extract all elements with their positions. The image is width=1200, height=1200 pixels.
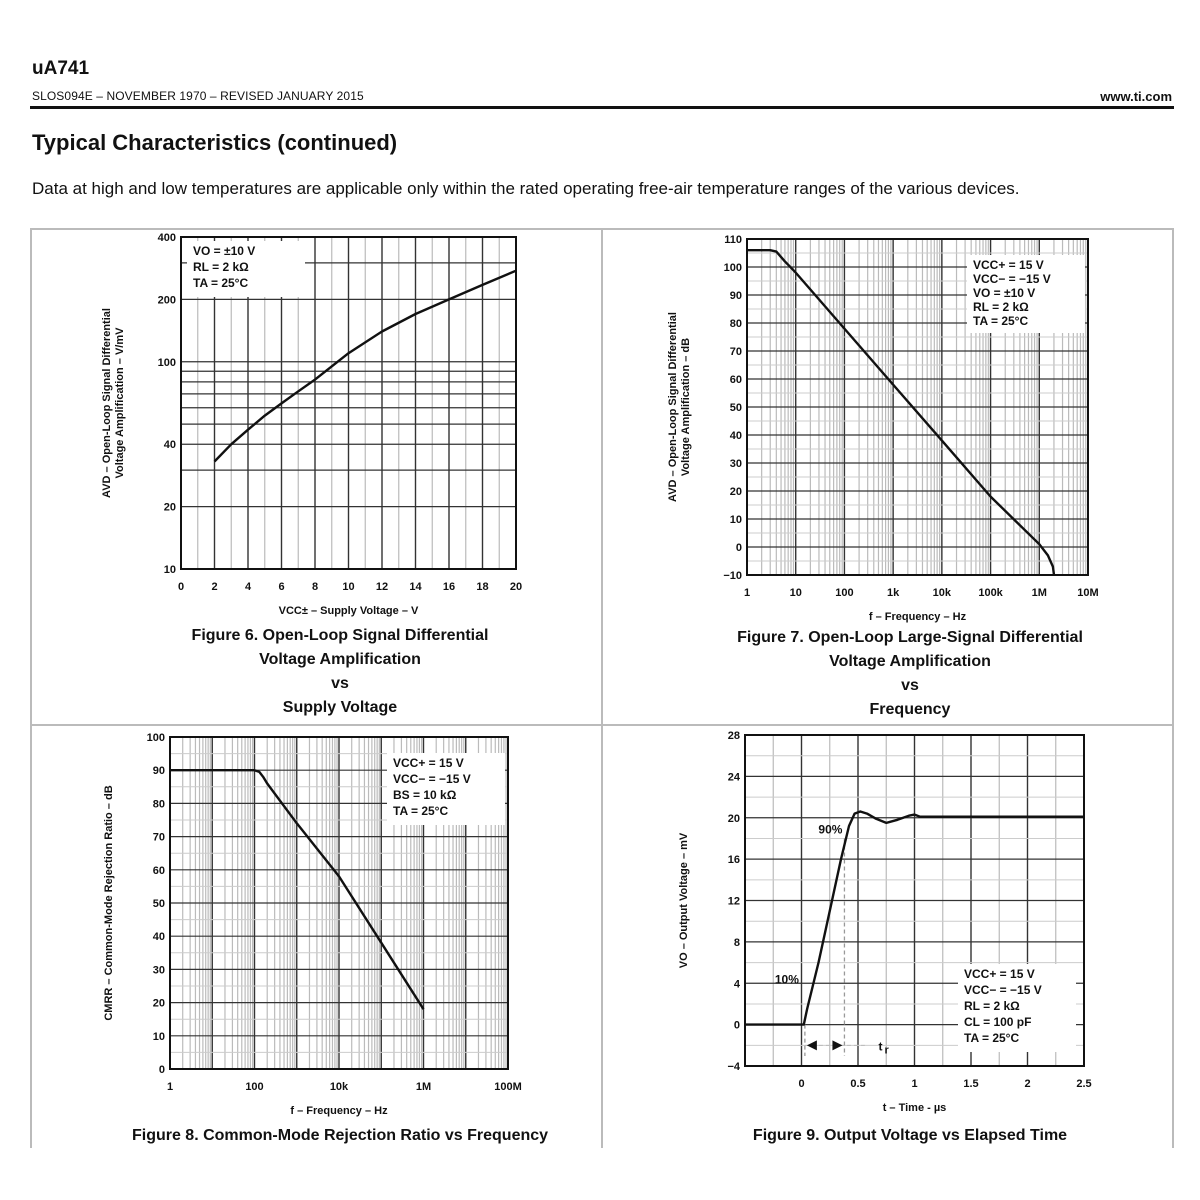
fig9-ytick-label: 8 — [733, 936, 740, 949]
fig8-ytick-label: 0 — [158, 1064, 165, 1076]
fig9-ylabel: VO – Output Voltage – mV — [678, 832, 690, 969]
fig6-ylabel: AVD – Open-Loop Signal Differential — [101, 308, 113, 498]
fig7-xtick-label: 10 — [789, 587, 802, 599]
fig6-xlabel: VCC± – Supply Voltage – V — [278, 605, 419, 617]
fig6-xtick-label: 20 — [509, 581, 523, 593]
figure-9-caption-line: Figure 9. Output Voltage vs Elapsed Time — [752, 1127, 1068, 1144]
fig7-ytick-label: 110 — [724, 234, 742, 246]
fig9-ytick-label: 4 — [733, 978, 740, 991]
document-revision-line: SLOS094E – NOVEMBER 1970 – REVISED JANUARY 2015 — [32, 89, 364, 103]
figure-7-caption — [680, 626, 1140, 722]
fig8-xtick-label: 10k — [329, 1081, 349, 1093]
fig6-ytick-label: 10 — [163, 564, 176, 576]
website-link[interactable]: www.ti.com — [1100, 89, 1172, 104]
fig7-ytick-label: 0 — [735, 542, 742, 554]
fig9-ytick-label: 12 — [727, 895, 740, 908]
fig8-condition-text: TA = 25°C — [393, 804, 449, 818]
fig6-ylabel: Voltage Amplification – V/mV — [114, 327, 126, 479]
fig8-xtick-label: 100M — [494, 1081, 522, 1093]
fig8-ytick-label: 30 — [152, 964, 165, 977]
fig9-xtick-label: 0.5 — [850, 1078, 866, 1090]
fig7-xtick-label: 100 — [835, 587, 854, 599]
fig8-xlabel: f – Frequency – Hz — [290, 1105, 388, 1117]
fig8-ytick-label: 90 — [152, 765, 165, 778]
figure-fig6 — [101, 232, 522, 617]
fig8-ytick-label: 50 — [152, 898, 165, 910]
part-number: uA741 — [32, 58, 90, 79]
fig7-ytick-label: 20 — [729, 486, 742, 498]
fig7-xtick-label: 10k — [932, 587, 952, 599]
fig6-xtick-label: 8 — [311, 581, 319, 593]
fig7-ytick-label: 70 — [729, 346, 742, 358]
fig9-condition-text: CL = 100 pF — [964, 1015, 1032, 1029]
fig9-condition-text: TA = 25°C — [964, 1031, 1020, 1045]
fig7-xtick-label: 100k — [978, 587, 1003, 599]
fig8-xtick-label: 1M — [415, 1081, 432, 1093]
figure-9-caption — [700, 1124, 1120, 1148]
fig7-xtick-label: 1M — [1031, 587, 1047, 599]
figure-fig9 — [678, 730, 1092, 1114]
fig8-ytick-label: 70 — [152, 831, 165, 844]
fig6-xtick-label: 18 — [476, 581, 489, 593]
fig6-xtick-label: 2 — [211, 581, 218, 593]
fig8-ylabel: CMRR – Common-Mode Rejection Ratio – dB — [103, 785, 115, 1021]
fig6-ytick-label: 40 — [163, 439, 176, 452]
fig7-xtick-label: 1k — [887, 587, 900, 599]
figure-6-caption — [130, 624, 550, 720]
fig6-ytick-label: 400 — [157, 232, 176, 244]
fig9-condition-text: RL = 2 kΩ — [964, 999, 1020, 1013]
fig7-ytick-label: 60 — [729, 374, 742, 386]
figure-7-caption-line: vs — [901, 677, 919, 694]
fig7-ytick-label: 100 — [723, 262, 742, 274]
fig9-xtick-label: 1.5 — [963, 1078, 979, 1090]
fig9-ytick-label: 24 — [727, 771, 740, 784]
fig7-ytick-label: 50 — [729, 402, 742, 414]
fig7-condition-text: RL = 2 kΩ — [973, 300, 1029, 314]
fig7-ylabel: AVD – Open-Loop Signal Differential — [667, 312, 679, 502]
fig7-xlabel: f – Frequency – Hz — [868, 611, 967, 623]
fig7-ytick-label: 80 — [729, 318, 742, 330]
fig9-condition-text: VCC− = −15 V — [964, 983, 1042, 997]
figure-fig8 — [103, 732, 522, 1117]
fig9-ytick-label: 0 — [733, 1019, 740, 1032]
figure-6-caption-line: Supply Voltage — [282, 699, 398, 716]
fig7-ytick-label: 30 — [729, 458, 742, 470]
fig8-xtick-label: 1 — [166, 1081, 174, 1093]
fig6-ytick-label: 200 — [157, 294, 176, 307]
fig8-ytick-label: 60 — [152, 864, 165, 877]
fig8-ytick-label: 20 — [152, 997, 165, 1010]
fig7-condition-text: VO = ±10 V — [973, 286, 1036, 300]
figure-7-caption-line: Frequency — [869, 701, 951, 718]
figure-6-caption-line: Voltage Amplification — [259, 651, 421, 668]
fig6-xtick-label: 4 — [244, 581, 252, 593]
fig9-condition-text: VCC+ = 15 V — [964, 967, 1035, 981]
fig8-condition-text: VCC+ = 15 V — [393, 756, 464, 770]
section-intro: Data at high and low temperatures are applicable only within the rated operating free-air temperature ranges of the various devices. — [32, 179, 1020, 198]
fig9-90pct-label: 90% — [818, 822, 843, 837]
figure-8-caption-line: Figure 8. Common-Mode Rejection Ratio vs Frequency — [131, 1127, 549, 1144]
fig6-xtick-label: 14 — [409, 581, 422, 593]
fig9-ytick-label: 28 — [727, 730, 740, 742]
fig6-xtick-label: 16 — [442, 581, 456, 593]
fig9-xtick-label: 2.5 — [1076, 1078, 1092, 1090]
fig7-ytick-label: 10 — [729, 514, 742, 526]
figure-7-caption-line: Figure 7. Open-Loop Large-Signal Differential — [737, 629, 1083, 646]
section-title: Typical Characteristics (continued) — [32, 130, 398, 155]
fig8-ytick-label: 100 — [146, 732, 165, 744]
fig8-ytick-label: 40 — [152, 931, 165, 944]
fig7-ytick-label: −10 — [723, 570, 742, 582]
figure-fig7 — [667, 234, 1099, 623]
fig9-xtick-label: 0 — [798, 1078, 805, 1090]
fig9-rise-time-subscript: r — [884, 1044, 889, 1057]
fig6-xtick-label: 6 — [278, 581, 285, 593]
figure-7-caption-line: Voltage Amplification — [829, 653, 991, 670]
fig9-ytick-label: −4 — [727, 1061, 740, 1073]
fig7-condition-text: TA = 25°C — [973, 314, 1029, 328]
figure-8-caption — [80, 1124, 600, 1148]
fig9-10pct-label: 10% — [774, 972, 799, 987]
fig8-ytick-label: 80 — [152, 798, 165, 811]
fig7-ytick-label: 40 — [729, 430, 742, 442]
fig6-condition-text: VO = ±10 V — [193, 244, 256, 258]
fig8-condition-text: BS = 10 kΩ — [393, 788, 457, 802]
figure-6-caption-line: Figure 6. Open-Loop Signal Differential — [191, 627, 489, 644]
fig9-xlabel: t – Time - µs — [882, 1102, 947, 1114]
fig6-condition-text: RL = 2 kΩ — [193, 260, 249, 274]
fig6-xtick-label: 0 — [177, 581, 185, 593]
fig9-ytick-label: 16 — [727, 854, 740, 867]
fig7-condition-text: VCC+ = 15 V — [973, 258, 1044, 272]
figure-6-caption-line: vs — [331, 675, 349, 692]
fig7-ylabel: Voltage Amplification – dB — [680, 337, 692, 477]
fig6-condition-text: TA = 25°C — [193, 276, 249, 290]
fig9-arrow-right — [832, 1040, 842, 1050]
fig7-xtick-label: 1 — [743, 587, 751, 599]
fig9-ytick-label: 20 — [727, 812, 740, 825]
fig7-condition-text: VCC− = −15 V — [973, 272, 1051, 286]
fig9-xtick-label: 2 — [1024, 1078, 1031, 1090]
fig8-xtick-label: 100 — [245, 1081, 264, 1093]
fig9-arrow-left — [807, 1040, 817, 1050]
fig6-ytick-label: 20 — [163, 501, 176, 514]
fig7-xtick-label: 10M — [1077, 587, 1099, 599]
fig6-xtick-label: 12 — [375, 581, 389, 593]
fig9-rise-time-label: t — [878, 1039, 883, 1054]
fig6-xtick-label: 10 — [342, 581, 355, 593]
fig8-ytick-label: 10 — [152, 1030, 165, 1043]
fig8-condition-text: VCC− = −15 V — [393, 772, 471, 786]
fig6-ytick-label: 100 — [157, 356, 176, 369]
fig9-xtick-label: 1 — [911, 1078, 918, 1090]
fig7-ytick-label: 90 — [729, 290, 742, 302]
